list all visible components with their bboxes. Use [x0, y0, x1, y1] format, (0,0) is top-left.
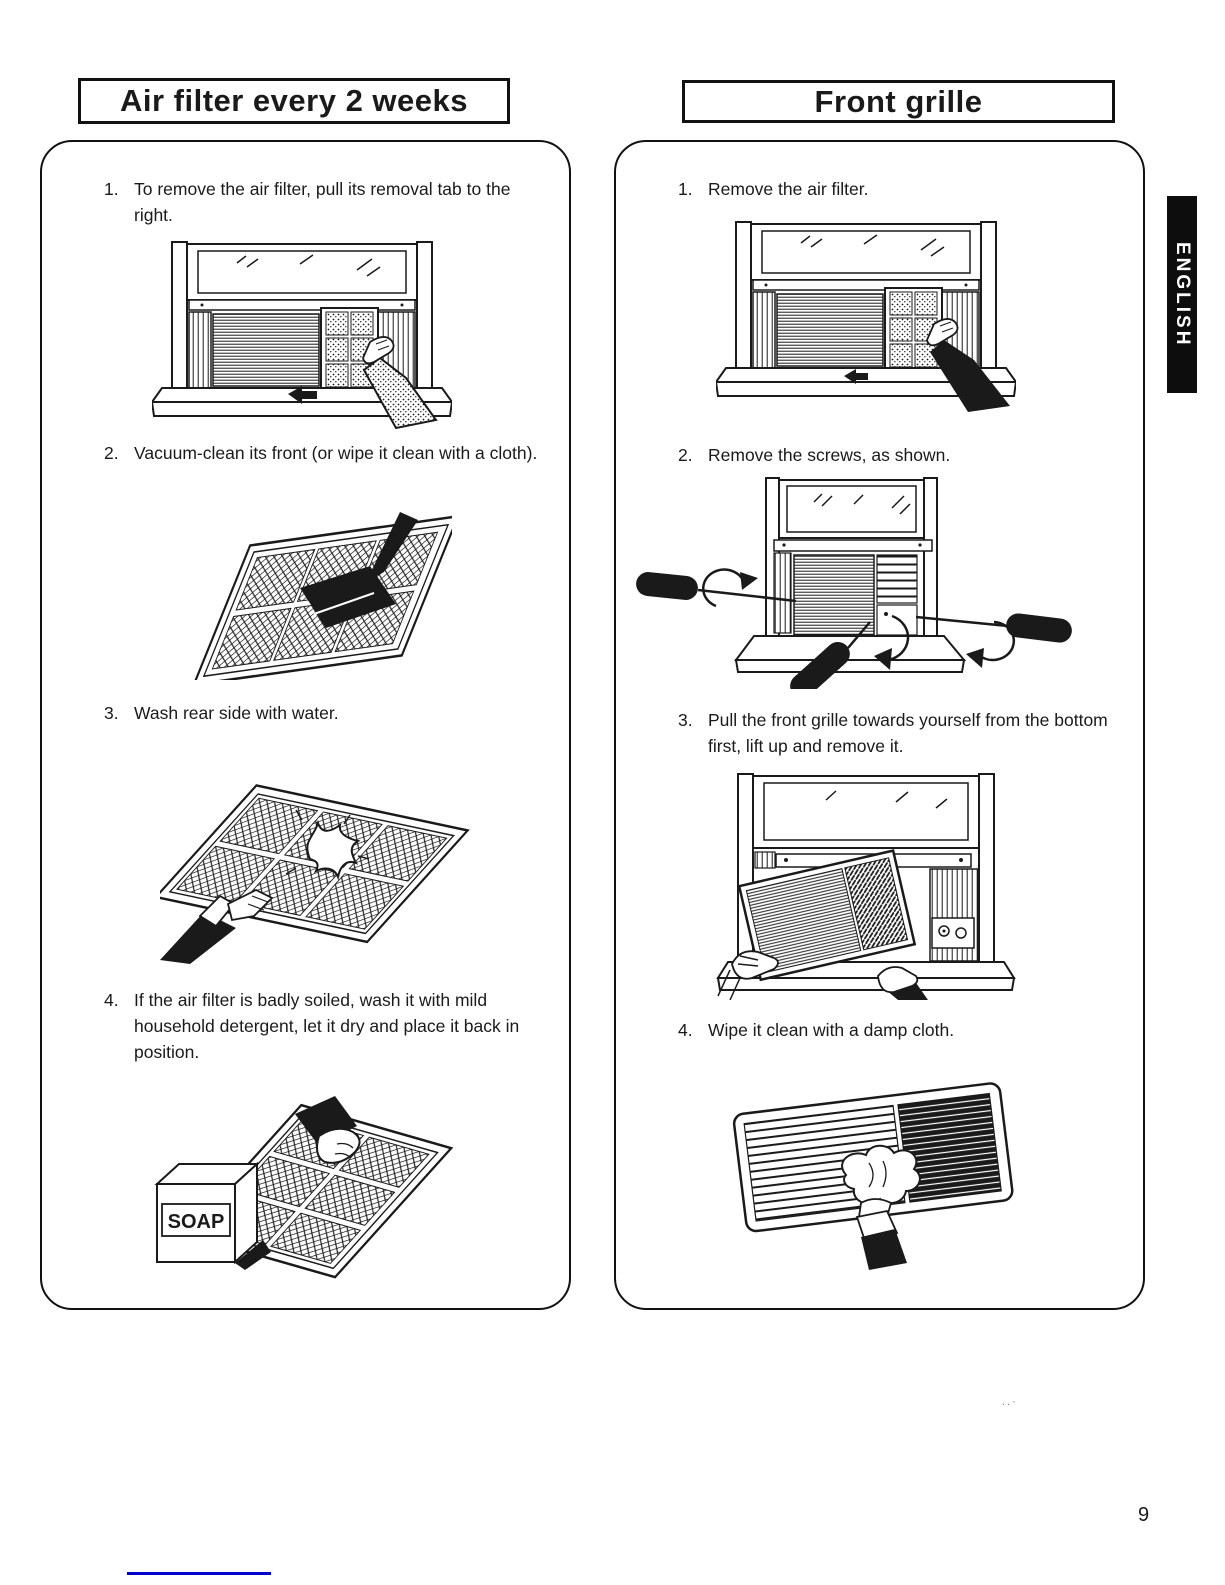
figure-wash: [160, 764, 470, 964]
step-text: To remove the air filter, pull its removal tab to the right.: [134, 179, 511, 225]
step-number: 3.: [678, 710, 693, 730]
soap-box: [157, 1164, 271, 1270]
scan-speck: ..·: [1002, 1396, 1018, 1408]
step-3: [678, 707, 1118, 759]
air-filter-panel: [40, 140, 571, 1310]
pull-front-grille-illustration: [716, 770, 1016, 1000]
step-number: 4.: [678, 1020, 693, 1040]
step-number: 1.: [678, 179, 693, 199]
figure-filter-pull: [152, 238, 452, 430]
ac-unit-front: [774, 540, 932, 635]
blue-underline-artifact: [127, 1572, 271, 1575]
figure-vacuum: [182, 510, 452, 680]
step-number: 4.: [104, 990, 119, 1010]
figure-remove-screws: [624, 474, 1084, 689]
step-1: [104, 176, 544, 228]
step-number: 3.: [104, 703, 119, 723]
step-text: If the air filter is badly soiled, wash it with mild household detergent, let it dry and place it back in position.: [134, 990, 520, 1062]
step-4: [678, 1017, 1118, 1043]
remove-screws-illustration: [624, 474, 1084, 689]
section-title-front-grille: Front grille: [682, 80, 1115, 123]
step-text: Wash rear side with water.: [134, 703, 339, 723]
page-number: 9: [1138, 1504, 1150, 1526]
step-4: [104, 987, 544, 1065]
step-text: Pull the front grille towards yourself from the bottom first, lift up and remove it.: [708, 710, 1108, 756]
step-number: 1.: [104, 179, 119, 199]
step-number: 2.: [678, 445, 693, 465]
window-ac-filter-pull-illustration: [152, 238, 452, 430]
step-text: Remove the air filter.: [708, 179, 869, 199]
soap-wash-filter-illustration: [135, 1084, 475, 1279]
front-grille-panel: [614, 140, 1145, 1310]
wash-filter-illustration: [160, 764, 470, 964]
window-ac-filter-remove-illustration: [716, 218, 1016, 413]
step-2: [678, 442, 1118, 468]
step-number: 2.: [104, 443, 119, 463]
language-tab-english: ENGLISH: [1167, 196, 1197, 393]
vacuum-filter-illustration: [182, 510, 452, 680]
wipe-grille-illustration: [711, 1075, 1021, 1270]
step-text: Vacuum-clean its front (or wipe it clean with a cloth).: [134, 443, 538, 463]
figure-soap-wash: [135, 1084, 475, 1279]
soap-box-label: SOAP: [167, 1211, 225, 1233]
step-2: [104, 440, 544, 466]
figure-remove-filter: [716, 218, 1016, 413]
figure-wipe-grille: [711, 1075, 1021, 1270]
step-text: Remove the screws, as shown.: [708, 445, 951, 465]
window-sill: [736, 636, 964, 672]
step-1: [678, 176, 1118, 202]
step-text: Wipe it clean with a damp cloth.: [708, 1020, 955, 1040]
step-3: [104, 700, 544, 726]
section-title-air-filter: Air filter every 2 weeks: [78, 78, 510, 124]
figure-pull-grille: [716, 770, 1016, 1000]
